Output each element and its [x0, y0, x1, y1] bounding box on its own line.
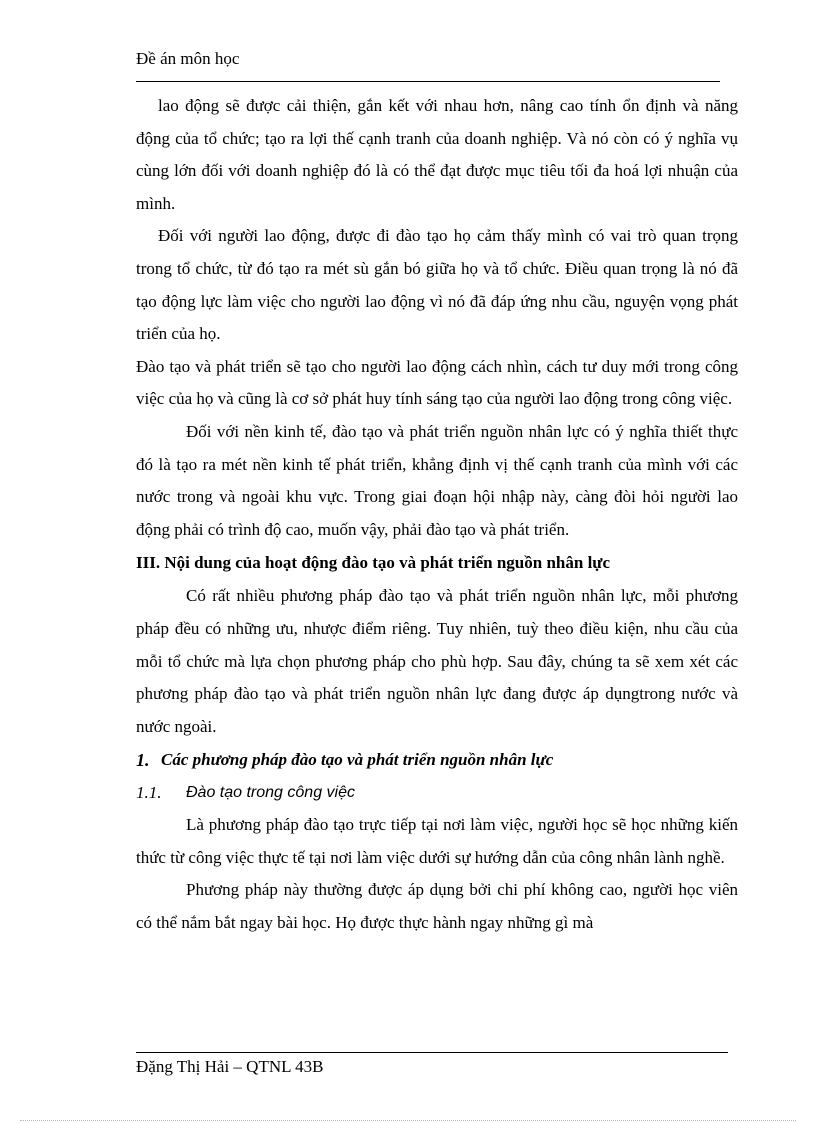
paragraph: Là phương pháp đào tạo trực tiếp tại nơi làm việc, người học sẽ học những kiến thức từ công việc thực tế tại nơi làm việc dưới sự hướng dẫn của công nhân lành nghề. [136, 815, 738, 867]
subsection-title: Các phương pháp đào tạo và phát triển nguồn nhân lực [161, 750, 554, 770]
paragraph: Phương pháp này thường được áp dụng bởi chi phí không cao, người học viên có thể nắm bắt ngay bài học. Họ được thực hành ngay những gì mà [136, 880, 738, 933]
document-body [136, 90, 738, 940]
footer-rule [136, 1052, 728, 1053]
page-footer: Đặng Thị Hải – QTNL 43B [136, 1057, 324, 1076]
subsection-number: 1. [136, 750, 150, 771]
paragraph: Có rất nhiều phương pháp đào tạo và phát triển nguồn nhân lực, mỗi phương pháp đều có những ưu, nhược điểm riêng. Tuy nhiên, tuỳ theo điều kiện, nhu cầu của mỗi tổ chức mà lựa chọn phương pháp cho phù hợp. Sau đây, chúng ta sẽ xem xét các phương pháp đào tạo và phát triển nguồn nhân lực đang được áp dụngtrong nước và nước ngoài. [136, 586, 738, 736]
page-header: Đề án môn học [136, 49, 240, 68]
paragraph: Đối với nền kinh tế, đào tạo và phát triển nguồn nhân lực có ý nghĩa thiết thực đó là tạo ra mét nền kinh tế phát triển, khẳng định vị thế cạnh tranh của mình với các nước trong và ngoài khu vực. Trong giai đoạn hội nhập này, càng đòi hỏi người lao động phải có trình độ cao, muốn vậy, phải đào tạo và phát triển. [136, 421, 738, 539]
subsubsection-number: 1.1. [136, 783, 162, 803]
paragraph: Đào tạo và phát triển sẽ tạo cho người lao động cách nhìn, cách tư duy mới trong công việc của họ và cũng là cơ sở phát huy tính sáng tạo của người lao động trong công việc. [136, 356, 738, 409]
paragraph: lao động sẽ được cải thiện, gắn kết với nhau hơn, nâng cao tính ổn định và năng động của tổ chức; tạo ra lợi thế cạnh tranh của doanh nghiệp. Và nó còn có ý nghĩa vụ cùng lớn đối với doanh nghiệp đó là có thể đạt được mục tiêu tối đa hoá lợi nhuận của mình. [136, 96, 738, 213]
section-heading: III. Nội dung của hoạt động đào tạo và phát triển nguồn nhân lực [136, 553, 611, 573]
paragraph: Đối với người lao động, được đi đào tạo họ cảm thấy mình có vai trò quan trọng trong tổ chức, từ đó tạo ra mét sù gắn bó giữa họ và tổ chức. Điều quan trọng là nó đã tạo động lực làm việc cho người lao động vì nó đã đáp ứng nhu cầu, nguyện vọng phát triển của họ. [136, 226, 738, 344]
header-rule [136, 81, 720, 82]
subsection-heading [136, 743, 738, 777]
subsubsection-heading [136, 777, 738, 809]
page-edge-divider [20, 1120, 796, 1121]
subsubsection-title: Đào tạo trong công việc [186, 784, 355, 802]
